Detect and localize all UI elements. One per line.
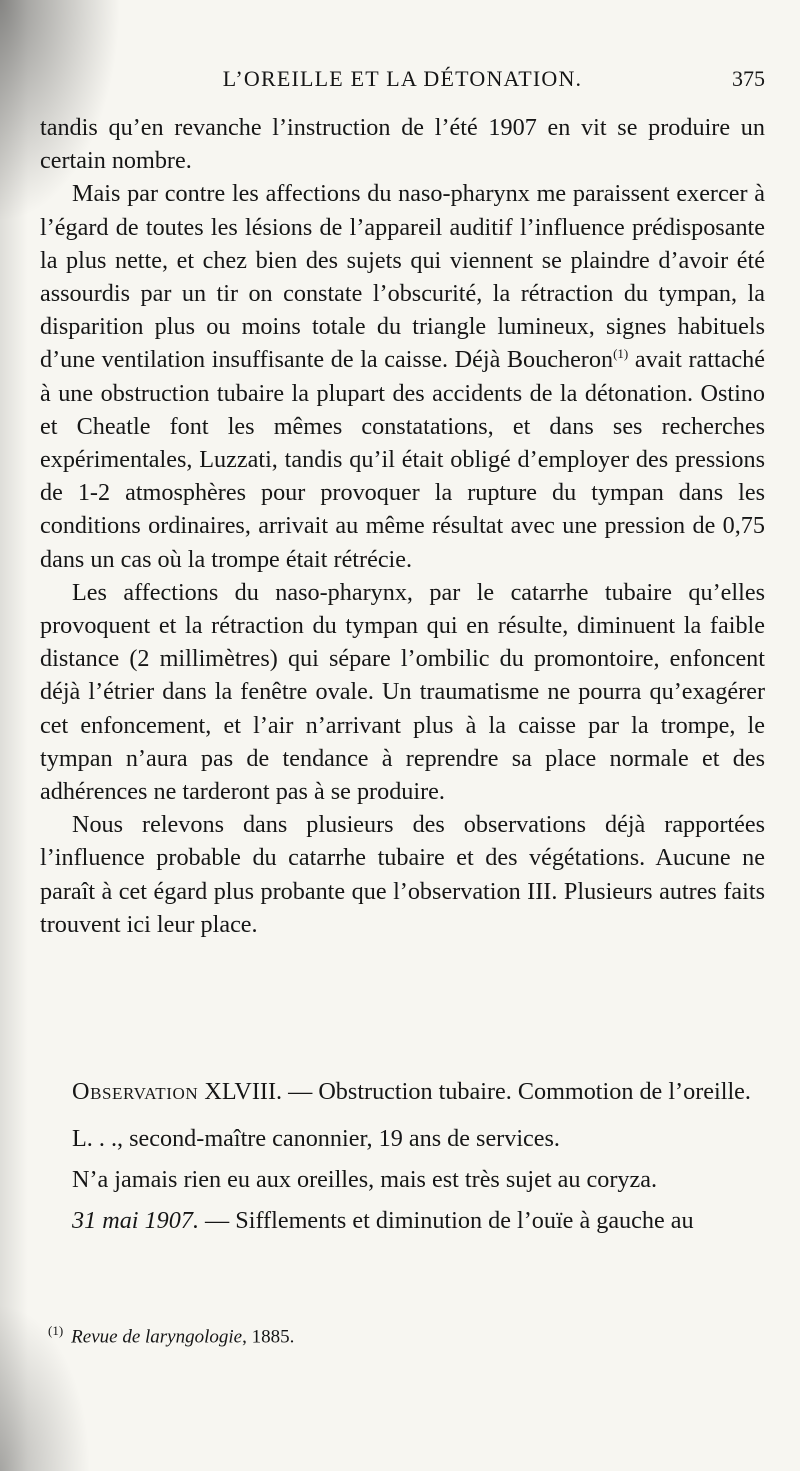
page-header — [40, 66, 765, 106]
paragraph-text: Mais par contre les affections du naso-pharynx me paraissent exercer à l’égard de toutes les lésions de l’appareil auditif l’influence prédisposante la plus nette, et chez bien des sujets qui viennent se plaindre d’avoir été assourdis par un tir on constate l’obscurité, la rétraction du tympan, la disparition plus ou moins totale du triangle lumineux, signes habituels d’une ventilation insuffisante de la caisse. Déjà Boucheron — [40, 180, 765, 374]
observation-line: N’a jamais rien eu aux oreilles, mais est très sujet au coryza. — [72, 1166, 657, 1193]
observation-date: 31 mai 1907. — [72, 1207, 199, 1234]
footnote-source: Revue de laryngologie — [71, 1326, 243, 1348]
footnote-year: , 1885. — [242, 1326, 295, 1348]
observation-heading — [40, 1075, 765, 1108]
observation-line: L. . ., second-maître canonnier, 19 ans de services. — [72, 1125, 560, 1152]
footnote-marker: (1) — [48, 1323, 64, 1338]
footnote-reference: (1) — [613, 346, 629, 362]
paragraph-catarrhe: Les affections du naso-pharynx, par le catarrhe tubaire qu’elles provoquent et la rétraction du tympan qui en résulte, diminuent la faible distance (2 millimètres) qui sépare l’ombilic du promontoire, enfoncent déjà l’étrier dans la fenêtre ovale. Un traumatisme ne pourra qu’exagérer cet enfoncement, et l’air n’arrivant plus à la caisse par la trompe, le tympan n’aura pas de tendance à reprendre sa place normale et des adhérences ne tarderont pas à se produire. — [40, 578, 765, 806]
paragraph-observations: Nous relevons dans plusieurs des observations déjà rapportées l’influence probable du catarrhe tubaire et des végétations. Aucune ne paraît à cet égard plus probante que l’observation III. Plusieurs autres faits trouvent ici leur place. — [40, 811, 765, 938]
paragraph-text: avait rattaché à une obstruction tubaire la plupart des accidents de la détonation. Ostino et Cheatle font les mêmes constatations, et dans ses recherches expérimentales, Luzzati, tandis qu’il était obligé d’employer des pressions de 1-2 atmosphères pour provoquer la rupture du tympan dans les conditions ordinaires, arrivait au même résultat avec une pression de 0,75 dans un cas où la trompe était rétrécie. — [40, 346, 765, 573]
observation-entry-text: — Sifflements et diminution de l’ouïe à gauche au — [205, 1207, 694, 1234]
paragraph-continuation: tandis qu’en revanche l’instruction de l’été 1907 en vit se produire un certain nombre. — [40, 114, 765, 175]
observation-label: Observation — [72, 1078, 199, 1105]
observation-number: XLVIII. — [204, 1078, 283, 1105]
main-text — [40, 111, 765, 941]
running-title: L’OREILLE ET LA DÉTONATION. — [222, 66, 583, 91]
footnote — [48, 1318, 748, 1350]
observation-dated-entry — [40, 1204, 765, 1237]
observation-section — [40, 1075, 765, 1245]
observation-title: — Obstruction tubaire. Commotion de l’oreille. — [288, 1078, 751, 1105]
page-number: 375 — [732, 66, 765, 91]
paragraph-naso-pharynx — [40, 177, 765, 575]
